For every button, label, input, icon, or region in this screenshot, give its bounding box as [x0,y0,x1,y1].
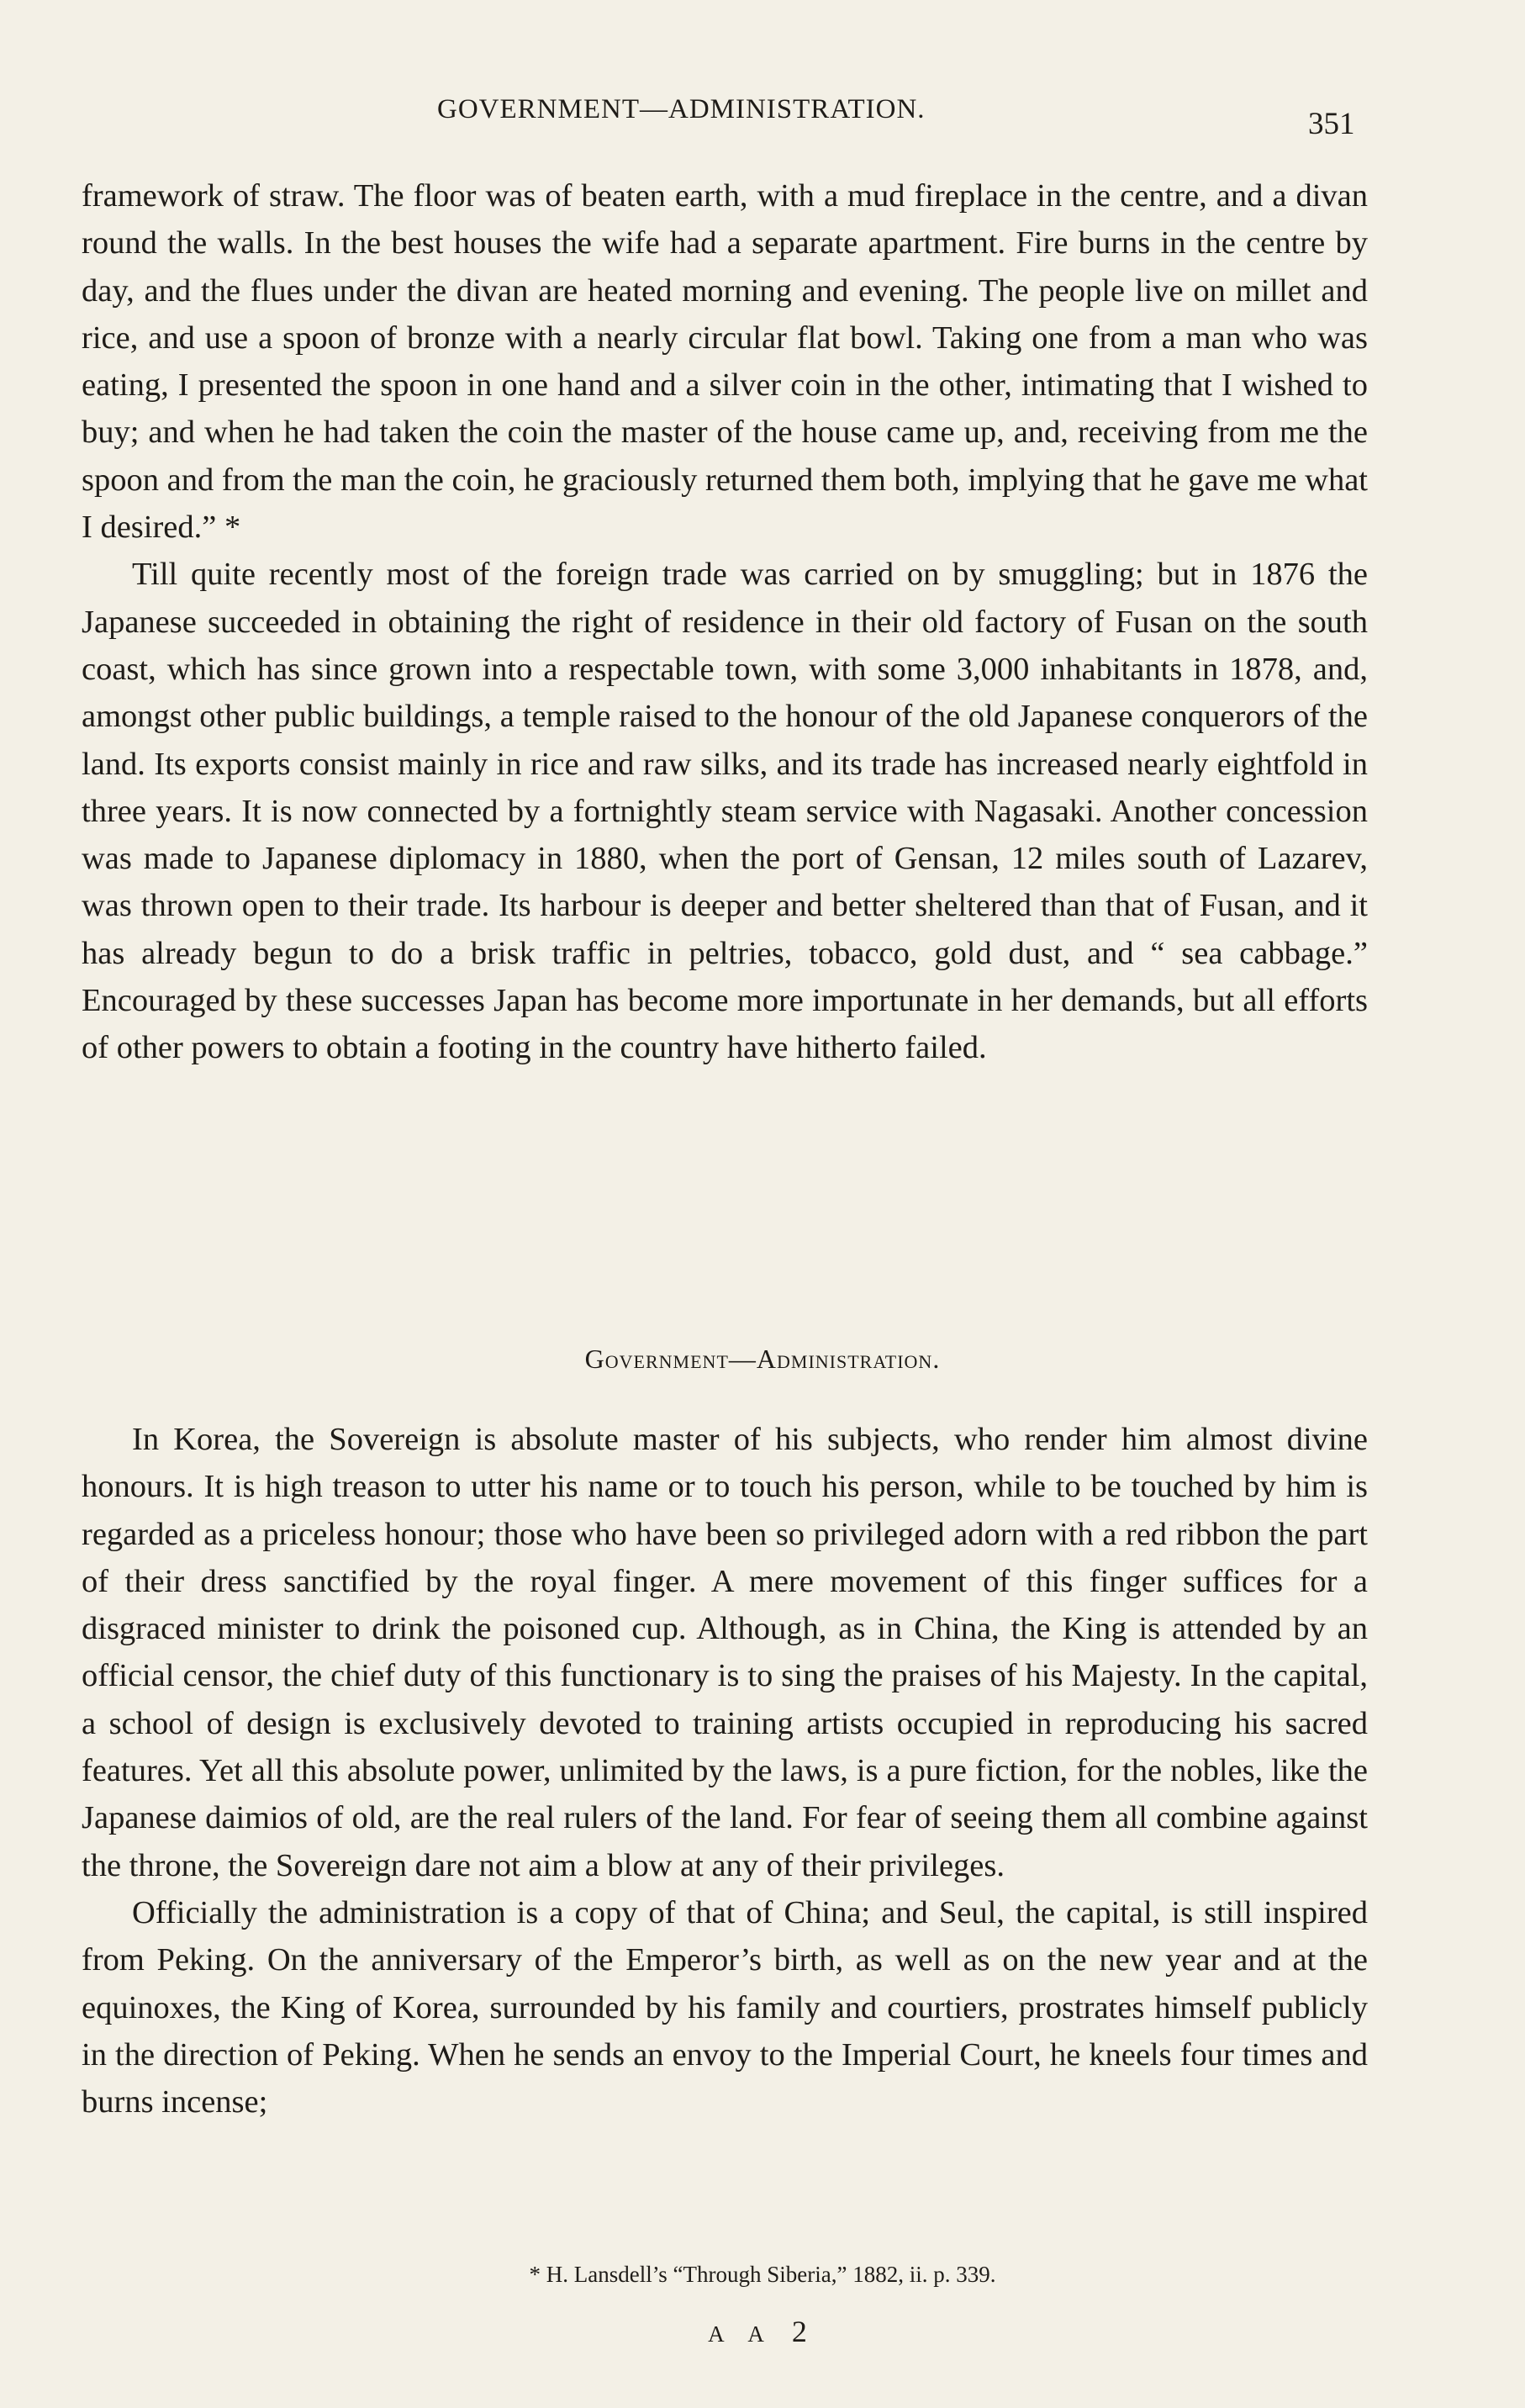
paragraph: Till quite recently most of the foreign trade was carried on by smuggling; but in 1876 the Japanese succeeded in obtaining the right of residence in their old factory of Fusan on the south coast, which has since grown into a respectable town, with some 3,000 inhabitants in 1878, and, amongst other public buildings, a temple raised to the honour of the old Japanese conquerors of the land. Its exports consist mainly in rice and raw silks, and its trade has increased nearly eightfold in three years. It is now connected by a fortnightly steam service with Nagasaki. Another concession was made to Japanese diplomacy in 1880, when the port of Gensan, 12 miles south of Lazarev, was thrown open to their trade. Its harbour is deeper and better sheltered than that of Fusan, and it has already begun to do a brisk traffic in peltries, tobacco, gold dust, and “ sea cabbage.” Encouraged by these successes Japan has become more importunate in her demands, but all efforts of other powers to obtain a footing in the country have hitherto failed. [82,557,1368,1066]
section-two-text [82,1416,1368,2125]
signature-number: 2 [791,2315,817,2348]
paragraph: framework of straw. The floor was of beaten earth, with a mud fireplace in the centre, and a divan round the walls. In the best houses the wife had a separate apartment. Fire burns in the centre by day, and the flues under the divan are heated morning and evening. The people live on millet and rice, and use a spoon of bronze with a nearly circular flat bowl. Taking one from a man who was eating, I presented the spoon in one hand and a silver coin in the other, intimating that I wished to buy; and when he had taken the coin the master of the house came up, and, receiving from me the spoon and from the man the coin, he graciously returned them both, implying that he gave me what I desired.” * [82,178,1368,546]
signature-letters: A A [708,2321,774,2347]
section-one-text [82,172,1368,1072]
section-heading: Government—Administration. [584,1344,941,1374]
paragraph: Officially the administration is a copy of that of China; and Seul, the capital, is still inspired from Peking. On the anniversary of the Emperor’s birth, as well as on the new year and at the equinoxes, the King of Korea, surrounded by his family and courtiers, prostrates himself publicly in the direction of Peking. When he sends an envoy to the Imperial Court, he kneels four times and burns incense; [82,1894,1368,2120]
running-head: GOVERNMENT—ADMINISTRATION. [437,94,926,124]
paragraph: In Korea, the Sovereign is absolute master of his subjects, who render him almost divine honours. It is high treason to utter his name or to touch his person, while to be touched by him is regarded as a priceless honour; those who have been so privileged adorn with a red ribbon the part of their dress sanctified by the royal finger. A mere movement of this finger suffices for a disgraced minister to drink the poisoned cup. Although, as in China, the King is attended by an official censor, the chief duty of this functionary is to sing the praises of his Majesty. In the capital, a school of design is exclusively devoted to training artists occupied in reproducing his sacred features. Yet all this absolute power, unlimited by the laws, is a pure fiction, for the nobles, like the Japanese daimios of old, are the real rulers of the land. For fear of seeing them all combine against the throne, the Sovereign dare not aim a blow at any of their privileges. [82,1422,1368,1883]
signature-mark [0,2314,1525,2349]
page-number: 351 [1308,107,1355,141]
footnote: * H. Lansdell’s “Through Siberia,” 1882, ii. p. 339. [529,2262,996,2287]
